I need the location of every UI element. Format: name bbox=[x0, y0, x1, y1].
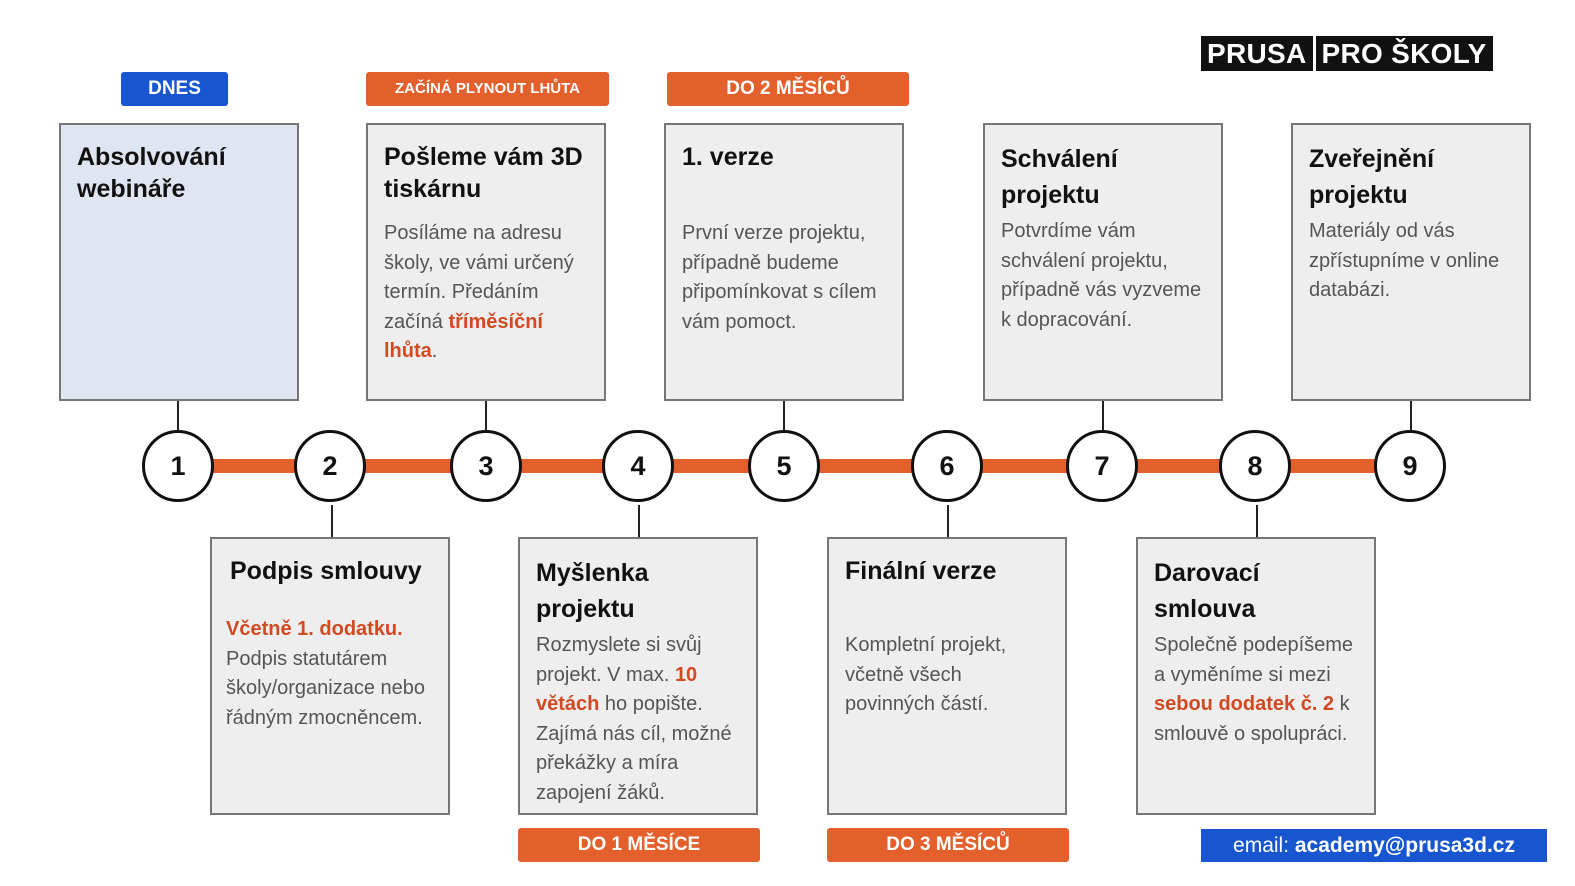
step-box-9 bbox=[1291, 123, 1531, 401]
step-title: Schválení projektu bbox=[1001, 145, 1118, 209]
step-title: Pošleme vám 3D tiskárnu bbox=[384, 143, 583, 203]
tag-today: DNES bbox=[121, 72, 228, 106]
step-circle-5: 5 bbox=[748, 430, 820, 502]
step-circle-9: 9 bbox=[1374, 430, 1446, 502]
stem-6 bbox=[947, 505, 949, 538]
step-circle-6: 6 bbox=[911, 430, 983, 502]
step-text: Společně podepíšeme a vyměníme si mezi sebou dodatek č. 2 k smlouvě o spolupráci. bbox=[1154, 634, 1354, 745]
stem-1 bbox=[177, 400, 179, 430]
step-box-3 bbox=[366, 123, 606, 401]
stem-4 bbox=[638, 505, 640, 538]
step-highlight: tříměsíční lhůta bbox=[384, 310, 543, 362]
step-circle-7: 7 bbox=[1066, 430, 1138, 502]
step-text: První verze projektu, případně budeme připomínkovat s cílem vám pomoct. bbox=[682, 222, 877, 333]
step-title: Podpis smlouvy bbox=[230, 557, 422, 585]
step-text: Rozmyslete si svůj projekt. V max. 10 větách ho popište. Zajímá nás cíl, možné překážky a míra zapojení žáků. bbox=[536, 634, 732, 804]
step-box-4 bbox=[518, 537, 758, 815]
step-circle-1: 1 bbox=[142, 430, 214, 502]
stem-3 bbox=[485, 400, 487, 430]
step-text: Včetně 1. dodatku. Podpis statutárem školy/organizace nebo řádným zmocněncem. bbox=[226, 618, 426, 729]
prusa-logo bbox=[1201, 36, 1496, 71]
tag-within-1-month: DO 1 MĚSÍCE bbox=[518, 828, 760, 862]
step-box-2 bbox=[210, 537, 450, 815]
step-text: Potvrdíme vám schválení projektu, případně vás vyzveme k dopracování. bbox=[1001, 220, 1202, 331]
step-title: Absolvování webináře bbox=[77, 143, 226, 203]
stem-9 bbox=[1410, 400, 1412, 430]
step-box-7 bbox=[983, 123, 1223, 401]
step-highlight: 10 větách bbox=[536, 663, 698, 715]
step-title: Finální verze bbox=[845, 557, 997, 585]
step-circle-3: 3 bbox=[450, 430, 522, 502]
step-circle-2: 2 bbox=[294, 430, 366, 502]
step-highlight: Včetně 1. dodatku. bbox=[226, 618, 403, 640]
stem-8 bbox=[1256, 505, 1258, 538]
step-box-8 bbox=[1136, 537, 1376, 815]
step-box-1 bbox=[59, 123, 299, 401]
stem-2 bbox=[331, 505, 333, 538]
step-title: Zveřejnění projektu bbox=[1309, 145, 1435, 209]
step-text: Kompletní projekt, včetně všech povinných částí. bbox=[845, 634, 1007, 715]
email-label: email: bbox=[1233, 834, 1295, 857]
tag-within-3-months: DO 3 MĚSÍCŮ bbox=[827, 828, 1069, 862]
stem-7 bbox=[1102, 400, 1104, 430]
step-circle-8: 8 bbox=[1219, 430, 1291, 502]
step-title: Darovací smlouva bbox=[1154, 559, 1260, 623]
contact-email bbox=[1201, 829, 1547, 862]
step-title: Myšlenka projektu bbox=[536, 559, 649, 623]
step-box-6 bbox=[827, 537, 1067, 815]
email-address[interactable]: academy@prusa3d.cz bbox=[1294, 834, 1515, 857]
step-circle-4: 4 bbox=[602, 430, 674, 502]
step-text: Materiály od vás zpřístupníme v online databázi. bbox=[1309, 220, 1500, 301]
logo-part-prusa: PRUSA bbox=[1201, 36, 1313, 71]
step-box-5 bbox=[664, 123, 904, 401]
logo-part-pro-skoly: PRO ŠKOLY bbox=[1316, 36, 1493, 71]
stem-5 bbox=[783, 400, 785, 430]
step-text: Posíláme na adresu školy, ve vámi určený termín. Předáním začíná tříměsíční lhůta. bbox=[384, 222, 574, 362]
tag-within-2-months: DO 2 MĚSÍCŮ bbox=[667, 72, 909, 106]
step-title: 1. verze bbox=[682, 143, 774, 171]
step-highlight: sebou dodatek č. 2 bbox=[1154, 693, 1335, 715]
tag-deadline-start: ZAČÍNÁ PLYNOUT LHŮTA bbox=[366, 72, 609, 106]
